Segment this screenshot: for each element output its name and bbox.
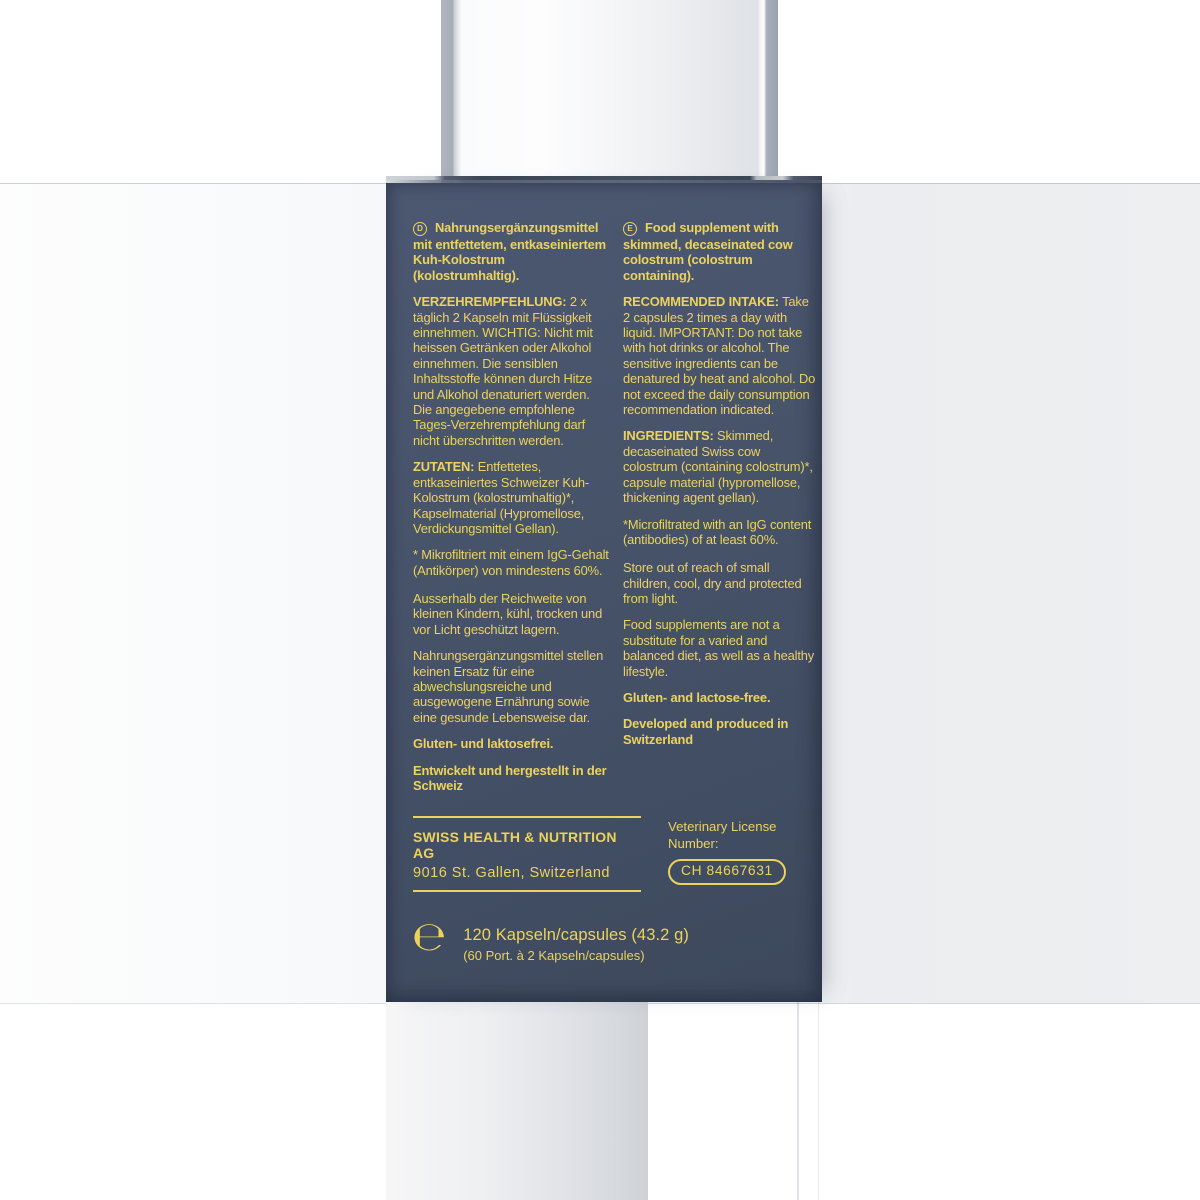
net-quantity-main: 120 Kapseln/capsules (43.2 g)	[463, 926, 689, 944]
german-intro-text: Nahrungsergänzungsmittel mit entfettetem, entkaseiniertem Kuh-Kolostrum (kolostrumhaltig).	[413, 220, 606, 283]
language-mark-d-icon: D	[413, 222, 427, 236]
paragraph-heading: INGREDIENTS:	[623, 428, 714, 444]
paragraph-glutenfree-de: Gluten- und laktosefrei.	[413, 736, 554, 752]
paragraph-heading: ZUTATEN:	[413, 459, 475, 475]
estimated-sign-icon: ℮	[412, 914, 447, 960]
paragraph-verzehrempfehlung	[413, 294, 610, 448]
paragraph-zutaten	[413, 459, 610, 536]
backdrop-pillar-top	[441, 0, 778, 184]
divider-line	[413, 890, 641, 892]
paragraph-madein-en: Developed and produced in Switzerland	[623, 716, 789, 747]
paragraph-glutenfree-en: Gluten- and lactose-free.	[623, 690, 771, 706]
german-column	[413, 220, 610, 804]
net-quantity-text	[463, 920, 689, 963]
paragraph-heading: RECOMMENDED INTAKE:	[623, 294, 779, 310]
label-text-columns	[413, 220, 818, 804]
backdrop-seam-line	[797, 1002, 799, 1200]
paragraph-body: Entfettetes, entkaseiniertes Schweizer Kuh-Kolostrum (kolostrumhaltig)*, Kapselmaterial (Hypromellose, Verdickungsmittel Gellan).	[413, 459, 590, 536]
paragraph-madein-de: Entwickelt und hergestellt in der Schweiz	[413, 762, 607, 794]
supplement-box-back-panel	[386, 183, 822, 1002]
english-column	[623, 220, 818, 804]
english-intro	[623, 220, 818, 283]
vet-license-number-badge: CH 84667631	[668, 859, 786, 885]
paragraph-recommended-intake	[623, 294, 818, 417]
paragraph-ingredients	[623, 428, 818, 505]
german-intro	[413, 220, 610, 283]
paragraph-body: 2 x täglich 2 Kapseln mit Flüssigkeit einnehmen. WICHTIG: Nicht mit heissen Getränken oder Alkohol einnehmen. Die sensiblen Inhaltsstoffe können durch Hitze und Alkohol denaturiert werden. Die angegebene empfohlene Tages-Verzehrempfehlung darf nicht überschritten werden.	[413, 294, 593, 448]
vet-license-label: Veterinary License Number:	[668, 819, 777, 851]
backdrop-seam-line	[818, 1002, 819, 1200]
net-quantity-block	[412, 914, 689, 963]
vet-license-block	[668, 819, 800, 885]
manufacturer-block	[413, 816, 641, 892]
paragraph-footnote: *Microfiltrated with an IgG content (antibodies) of at least 60%.	[623, 516, 812, 547]
paragraph-body: Skimmed, decaseinated Swiss cow colostrum (containing colostrum)*, capsule material (hypromellose, thickening agent gellan).	[623, 428, 813, 506]
paragraph-disclaimer-en: Food supplements are not a substitute for a varied and balanced diet, as well as a healthy lifestyle.	[623, 617, 815, 679]
paragraph-storage-de: Ausserhalb der Reichweite von kleinen Kindern, kühl, trocken und vor Licht geschützt lagern.	[413, 591, 603, 637]
language-mark-e-icon: E	[623, 222, 637, 236]
divider-line	[413, 816, 641, 818]
backdrop-pillar-bottom	[386, 1002, 648, 1200]
net-quantity-servings: (60 Port. à 2 Kapseln/capsules)	[463, 948, 645, 963]
paragraph-disclaimer-de: Nahrungsergänzungsmittel stellen keinen Ersatz für eine abwechslungsreiche und ausgewogene Ernährung sowie eine gesunde Lebensweise dar.	[413, 648, 604, 725]
english-intro-text: Food supplement with skimmed, decaseinated cow colostrum (colostrum containing).	[623, 220, 793, 283]
paragraph-footnote: * Mikrofiltriert mit einem IgG-Gehalt (Antikörper) von mindestens 60%.	[413, 547, 609, 578]
company-name: SWISS HEALTH & NUTRITION AG	[413, 829, 617, 861]
paragraph-heading: VERZEHREMPFEHLUNG:	[413, 294, 567, 310]
paragraph-body: Take 2 capsules 2 times a day with liquid. IMPORTANT: Do not take with hot drinks or alcohol. The sensitive ingredients can be denatured by heat and alcohol. Do not exceed the daily consumption recommendation indicated.	[623, 294, 816, 418]
company-address: 9016 St. Gallen, Switzerland	[413, 865, 610, 881]
paragraph-storage-en: Store out of reach of small children, cool, dry and protected from light.	[623, 560, 802, 607]
